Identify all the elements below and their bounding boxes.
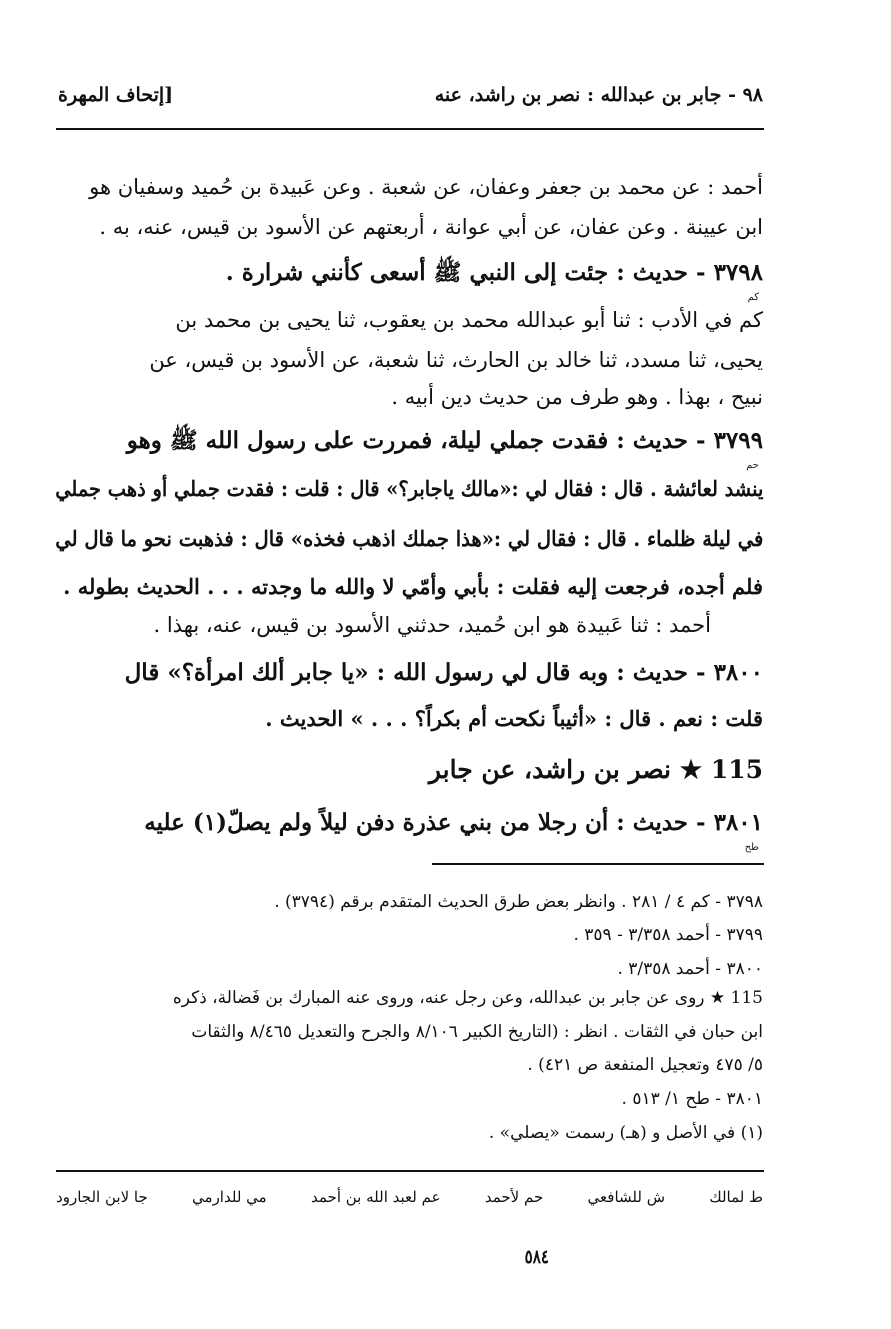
text-line: يحيى، ثنا مسدد، ثنا خالد بن الحارث، ثنا شعبة، عن الأسود بن قيس، عن — [149, 348, 763, 372]
text-line: كم في الأدب : ثنا أبو عبدالله محمد بن يعقوب، ثنا يحيى بن محمد بن — [175, 308, 763, 332]
footnote: ٥/ ٤٧٥ وتعجيل المنفعة ص ٤٢١) . — [527, 1055, 763, 1075]
margin-symbol: حم — [746, 460, 759, 471]
abbrev-item: ش للشافعي — [587, 1188, 666, 1206]
footnote-rule — [432, 863, 764, 865]
abbrev-item: مي للدارمي — [192, 1188, 267, 1206]
abbrev-item: حم لأحمد — [484, 1188, 544, 1206]
margin-symbol: طح — [744, 842, 759, 853]
text-line: قلت : نعم . قال : «أثيباً نكحت أم بكراً؟ . . . » الحديث . — [265, 706, 763, 731]
section-heading: 115 ★ نصر بن راشد، عن جابر — [428, 755, 763, 784]
header-rule — [56, 128, 764, 130]
text-line: ابن عيينة . وعن عفان، عن أبي عوانة ، أربعتهم عن الأسود بن قيس، عنه، به . — [99, 215, 763, 239]
abbreviations-rule — [56, 1170, 764, 1172]
hadith-heading-3801: ٣٨٠١ - حديث : أن رجلا من بني عذرة دفن ليلاً ولم يصلّ(١) عليه — [144, 809, 763, 836]
abbrev-item: ط لمالك — [709, 1188, 763, 1206]
hadith-heading-3800: ٣٨٠٠ - حديث : وبه قال لي رسول الله : «يا جابر ألك امرأة؟» قال — [124, 659, 763, 686]
text-line: أحمد : ثنا عَبيدة هو ابن حُميد، حدثني الأسود بن قيس، عنه، بهذا . — [153, 613, 711, 637]
running-header-right: ٩٨ - جابر بن عبدالله : نصر بن راشد، عنه — [434, 84, 763, 106]
text-line: في ليلة ظلماء . قال : فقال لي :«هذا جملك اذهب فخذه» قال : فذهبت نحو ما قال لي — [54, 526, 763, 551]
text-line: نبيح ، بهذا . وهو طرف من حديث دين أبيه . — [391, 385, 763, 409]
text-line: ينشد لعائشة . قال : فقال لي :«مالك ياجابر؟» قال : قلت : فقدت جملي أو ذهب جملي — [54, 476, 763, 501]
page-number: ٥٨٤ — [524, 1246, 550, 1268]
text-line: أحمد : عن محمد بن جعفر وعفان، عن شعبة . وعن عَبيدة بن حُميد وسفيان هو — [89, 175, 763, 199]
running-header-left: [إتحاف المهرة — [58, 84, 174, 106]
footnote: ابن حبان في الثقات . انظر : (التاريخ الكبير ٨/١٠٦ والجرح والتعديل ٨/٤٦٥ والثقات — [191, 1022, 763, 1042]
text-line: فلم أجده، فرجعت إليه فقلت : بأبي وأمّي لا والله ما وجدته . . . الحديث بطوله . — [63, 574, 763, 599]
abbreviations-key — [56, 1186, 763, 1208]
footnote: ٣٨٠٠ - أحمد ٣/٣٥٨ . — [617, 959, 763, 979]
footnote: ٣٨٠١ - طح ١/ ٥١٣ . — [621, 1089, 763, 1109]
footnote: ٣٧٩٩ - أحمد ٣/٣٥٨ - ٣٥٩ . — [573, 925, 763, 945]
abbrev-item: جا لابن الجارود — [56, 1188, 148, 1206]
footnote: (١) في الأصل و (هـ) رسمت «يصلي» . — [488, 1123, 763, 1143]
footnote: ٣٧٩٨ - كم ٤ / ٢٨١ . وانظر بعض طرق الحديث المتقدم برقم (٣٧٩٤) . — [274, 892, 763, 912]
abbrev-item: عم لعبد الله بن أحمد — [311, 1188, 441, 1206]
hadith-heading-3798: ٣٧٩٨ - حديث : جئت إلى النبي ﷺ أسعى كأنني شرارة . — [225, 259, 763, 286]
margin-symbol: كم — [747, 292, 759, 303]
footnote: 115 ★ روى عن جابر بن عبدالله، وعن رجل عنه، وروى عنه المبارك بن فَضالة، ذكره — [172, 988, 763, 1008]
hadith-heading-3799: ٣٧٩٩ - حديث : فقدت جملي ليلة، فمررت على رسول الله ﷺ وهو — [126, 427, 763, 454]
